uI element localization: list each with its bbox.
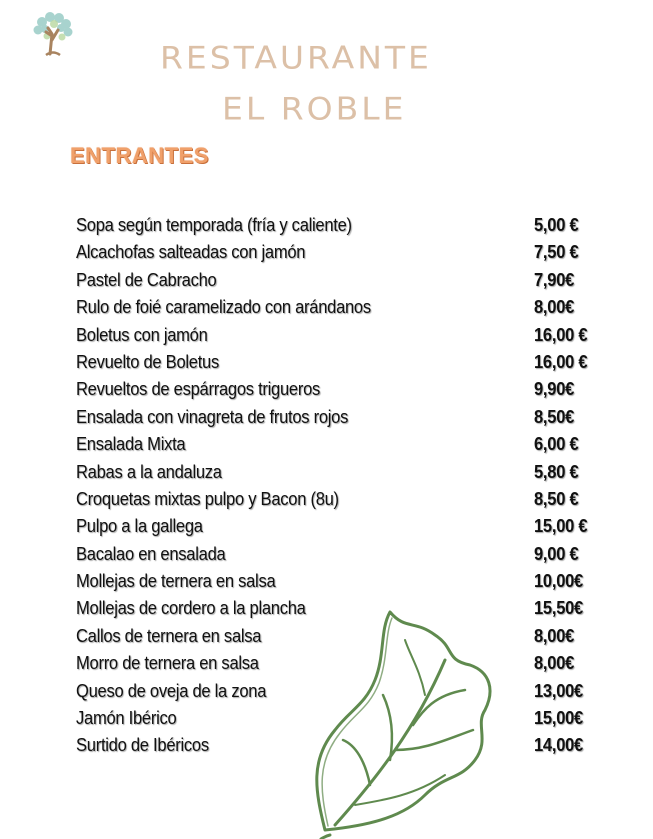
menu-item: [76, 486, 596, 513]
menu-item-price: 5,80 €: [534, 461, 579, 482]
menu-item-name: Surtido de Ibéricos: [76, 735, 209, 756]
menu-item-price: 8,50€: [534, 406, 575, 427]
menu-item-name: Mollejas de ternera en salsa: [76, 571, 276, 592]
menu-item-price: 16,00 €: [534, 324, 588, 345]
restaurant-title-line1: RESTAURANTE: [160, 38, 432, 77]
menu-item: [76, 404, 596, 431]
menu-item-price: 7,50 €: [534, 242, 579, 263]
menu-item-name: Alcachofas salteadas con jamón: [76, 242, 306, 263]
menu-item: [76, 705, 596, 732]
menu-item: [76, 239, 596, 266]
menu-item-name: Jamón Ibérico: [76, 708, 177, 729]
menu-item: [76, 732, 596, 759]
menu-item: [76, 568, 596, 595]
menu-item-name: Mollejas de cordero a la plancha: [76, 598, 306, 619]
section-title: ENTRANTES: [70, 143, 209, 168]
menu-item-price: 8,00€: [534, 625, 575, 646]
menu-item-price: 8,50 €: [534, 488, 579, 509]
menu-item-name: Boletus con jamón: [76, 324, 208, 345]
menu-item: [76, 431, 596, 458]
menu-item: [76, 678, 596, 705]
menu-item-name: Croquetas mixtas pulpo y Bacon (8u): [76, 488, 339, 509]
menu-item: [76, 650, 596, 677]
menu-item-name: Ensalada Mixta: [76, 434, 186, 455]
menu-item-price: 7,90€: [534, 269, 575, 290]
menu-item-price: 15,00€: [534, 708, 584, 729]
menu-item-name: Rulo de foié caramelizado con arándanos: [76, 297, 371, 318]
menu-item: [76, 267, 596, 294]
menu-item-price: 13,00€: [534, 680, 584, 701]
menu-item-name: Revuelto de Boletus: [76, 351, 219, 372]
menu-item-name: Rabas a la andaluza: [76, 461, 222, 482]
menu-item-name: Revueltos de espárragos trigueros: [76, 379, 321, 400]
menu-item: [76, 376, 596, 403]
menu-item: [76, 294, 596, 321]
menu-item: [76, 212, 596, 239]
menu-item: [76, 623, 596, 650]
menu-item-price: 16,00 €: [534, 351, 588, 372]
menu-item-name: Queso de oveja de la zona: [76, 680, 267, 701]
menu-item-price: 14,00€: [534, 735, 584, 756]
menu-item: [76, 513, 596, 540]
menu-item-name: Ensalada con vinagreta de frutos rojos: [76, 406, 349, 427]
menu-list: [76, 212, 596, 760]
menu-item-name: Pastel de Cabracho: [76, 269, 217, 290]
menu-item-name: Pulpo a la gallega: [76, 516, 203, 537]
menu-item-price: 6,00 €: [534, 434, 579, 455]
menu-item: [76, 541, 596, 568]
menu-item-name: Bacalao en ensalada: [76, 543, 226, 564]
menu-item-price: 10,00€: [534, 571, 584, 592]
menu-item-name: Callos de ternera en salsa: [76, 625, 262, 646]
menu-item-price: 9,00 €: [534, 543, 579, 564]
tree-logo-icon: [28, 10, 78, 58]
menu-item-name: Morro de ternera en salsa: [76, 653, 259, 674]
menu-item: [76, 459, 596, 486]
menu-item: [76, 595, 596, 622]
menu-item-price: 15,00 €: [534, 516, 588, 537]
menu-item-price: 5,00 €: [534, 215, 579, 235]
menu-item-price: 9,90€: [534, 379, 575, 400]
menu-item-price: 15,50€: [534, 598, 584, 619]
menu-item-name: Sopa según temporada (fría y caliente): [76, 215, 352, 235]
menu-item-price: 8,00€: [534, 297, 575, 318]
restaurant-title-line2: EL ROBLE: [222, 89, 407, 128]
menu-item-price: 8,00€: [534, 653, 575, 674]
menu-item: [76, 349, 596, 376]
menu-item: [76, 322, 596, 349]
